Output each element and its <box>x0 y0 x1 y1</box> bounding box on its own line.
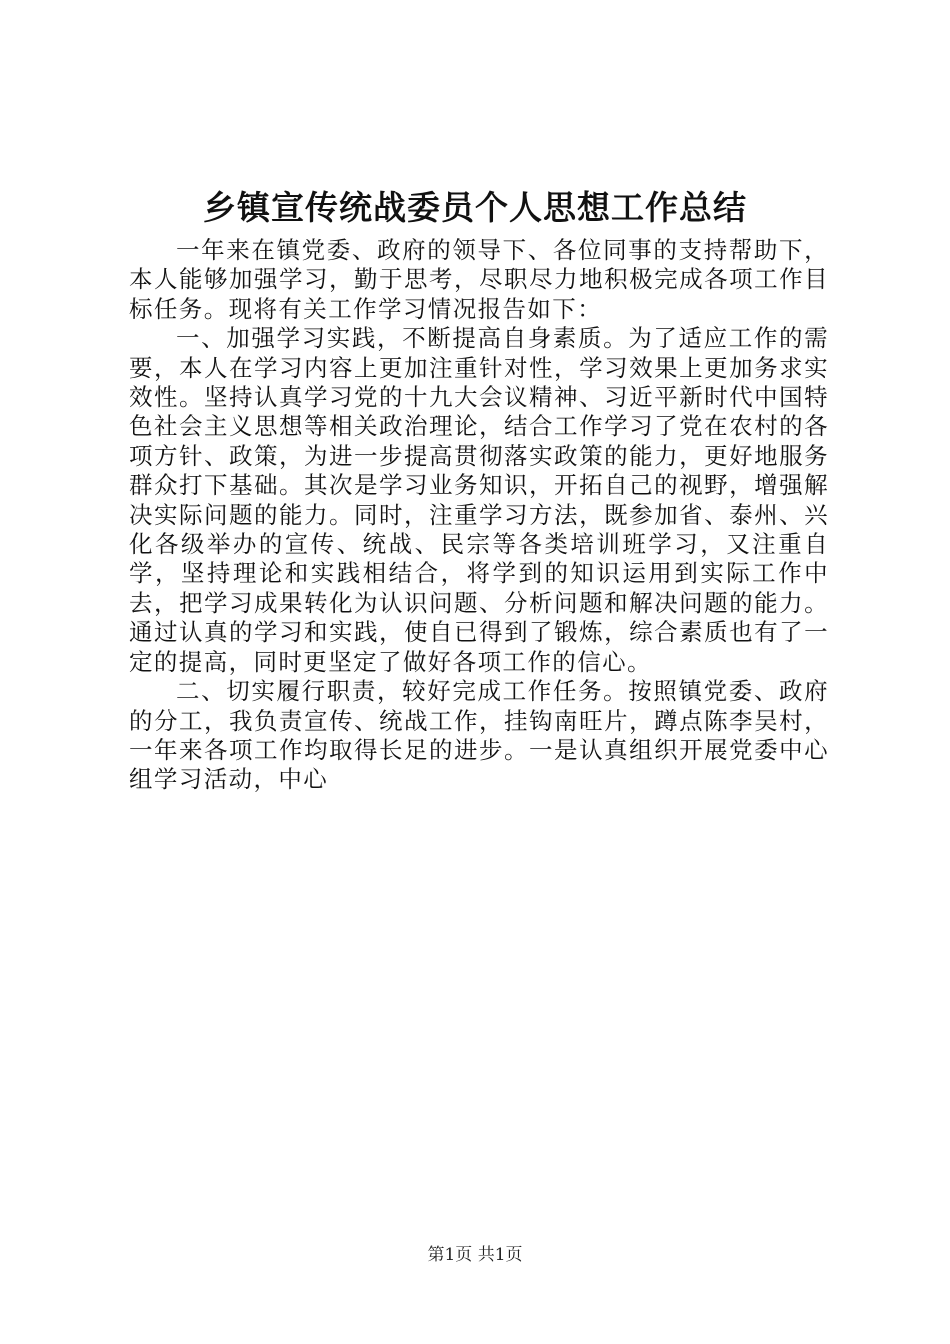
paragraph-section-1: 一、加强学习实践，不断提高自身素质。为了适应工作的需要，本人在学习内容上更加注重针对性，学习效果上更加务求实效性。坚持认真学习党的十九大会议精神、习近平新时代中国特色社会主义思想等相关政治理论，结合工作学习了党在农村的各项方针、政策，为进一步提高贯彻落实政策的能力，更好地服务群众打下基础。其次是学习业务知识，开拓自己的视野，增强解决实际问题的能力。同时，注重学习方法，既参加省、泰州、兴化各级举办的宣传、统战、民宗等各类培训班学习，又注重自学，坚持理论和实践相结合，将学到的知识运用到实际工作中去，把学习成果转化为认识问题、分析问题和解决问题的能力。通过认真的学习和实践，使自已得到了锻炼，综合素质也有了一定的提高，同时更坚定了做好各项工作的信心。 <box>129 324 829 676</box>
document-title: 乡镇宣传统战委员个人思想工作总结 <box>203 188 747 227</box>
page-footer: 第1页 共1页 <box>427 1245 523 1265</box>
paragraph-section-2: 二、切实履行职责，较好完成工作任务。按照镇党委、政府的分工，我负责宣传、统战工作，挂钩南旺片，蹲点陈李吴村，一年来各项工作均取得长足的进步。一是认真组织开展党委中心组学习活动，中心 <box>129 677 829 794</box>
paragraph-intro: 一年来在镇党委、政府的领导下、各位同事的支持帮助下，本人能够加强学习，勤于思考，尽职尽力地积极完成各项工作目标任务。现将有关工作学习情况报告如下： <box>129 236 829 323</box>
document-body <box>129 236 829 795</box>
